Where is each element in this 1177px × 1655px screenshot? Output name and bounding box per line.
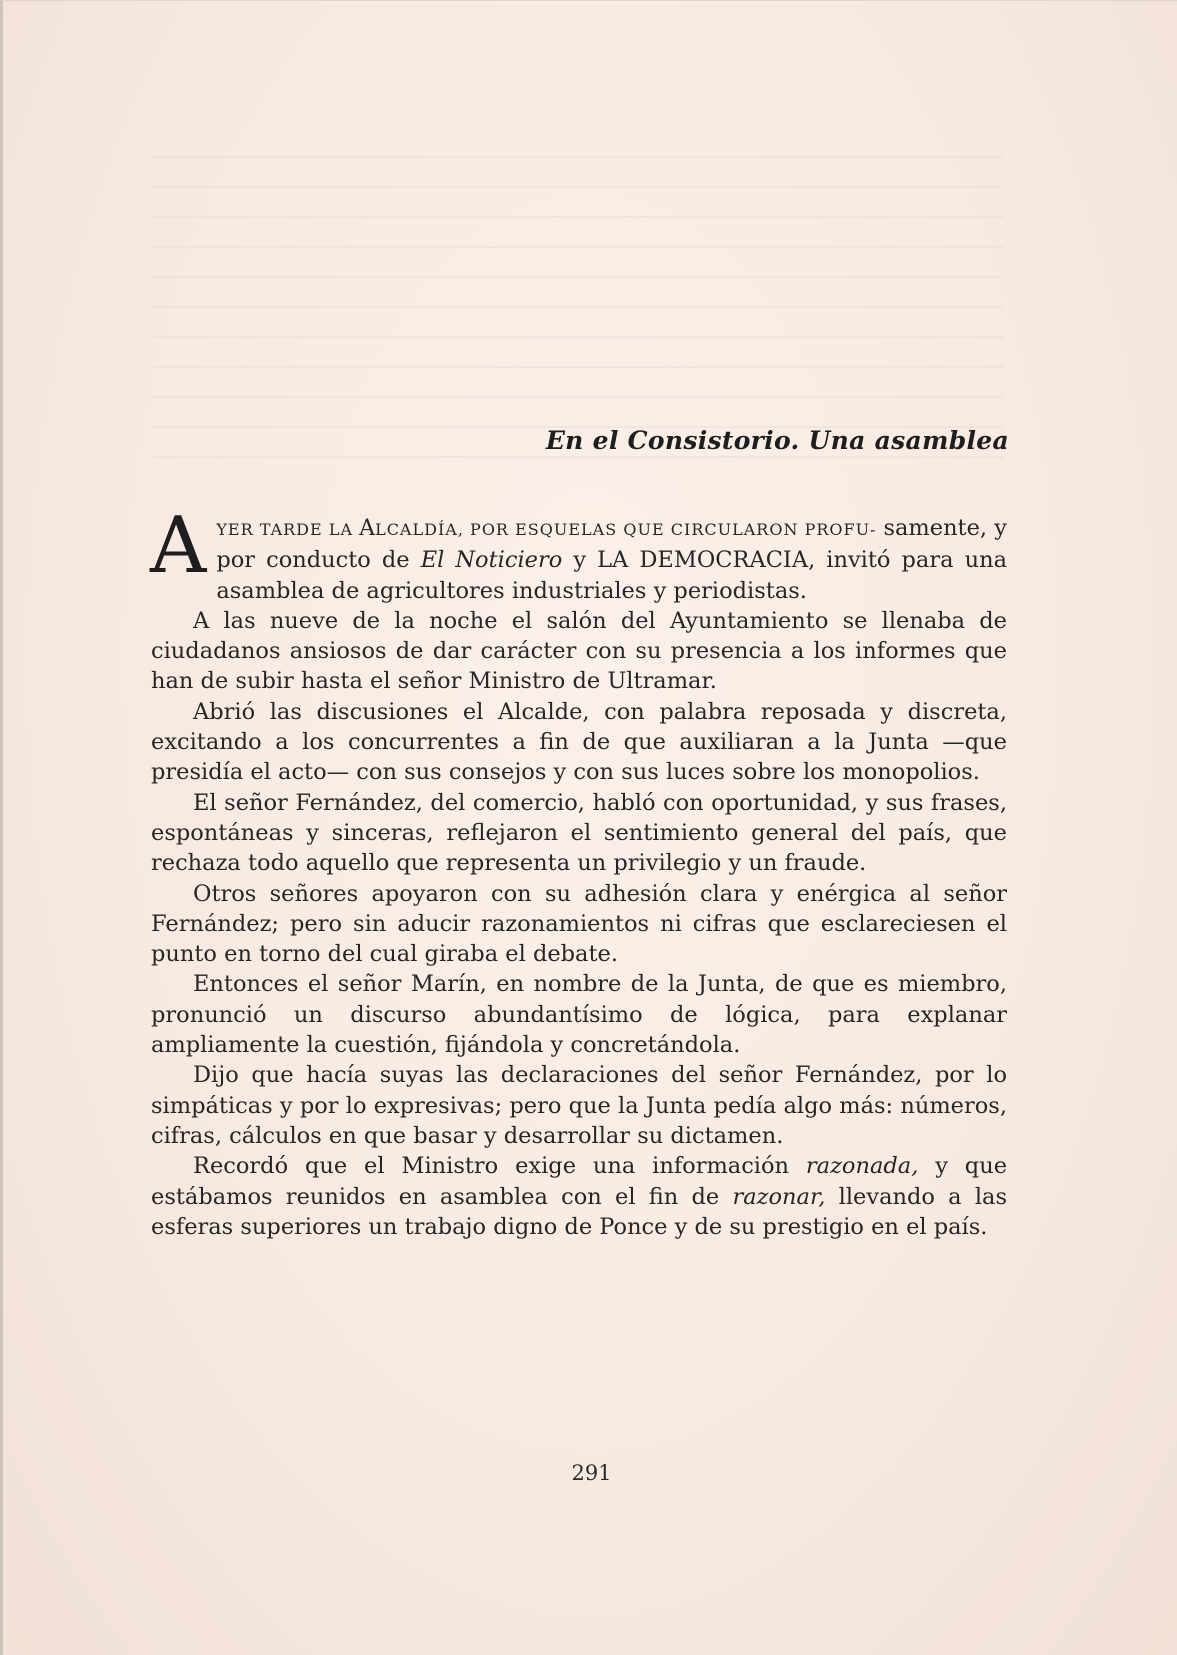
drop-cap: A <box>150 501 207 591</box>
emphasis: razonada, <box>805 1153 919 1180</box>
paragraph-6: Entonces el señor Marín, en nombre de la Junta, de que es miembro, pronunció un discurso abundantísimo de lógica, para explanar ampliamente la cuestión, fijándola y concretándola. <box>151 971 1007 1059</box>
paragraph-text: samente, y por conducto de <box>216 515 1007 574</box>
newspaper-title: El Noticiero <box>420 547 563 574</box>
emphasis: razonar, <box>732 1183 826 1210</box>
paragraph-7: Dijo que hacía suyas las declaraciones del señor Fernández, por lo simpáticas y por lo expresivas; pero que la Junta pedía algo más: números, cifras, cálculos en que basar y desarrollar su dictamen. <box>151 1062 1007 1149</box>
paragraph-1 <box>150 501 1007 606</box>
paragraph-text: y que estábamos reunidos en asamblea con el fin de <box>151 1153 1008 1210</box>
section-heading: En el Consistorio. Una asamblea <box>545 426 1009 455</box>
paragraph-text: y LA DEMOCRACIA, invitó para una asamblea de agricultores industriales y periodistas. <box>216 547 1007 604</box>
small-caps-capital: A <box>359 516 376 541</box>
paragraph-2: A las nueve de la noche el salón del Ayuntamiento se llenaba de ciudadanos ansiosos de dar carácter con su presencia a los informes que han de subir hasta el señor Ministro de Ultramar. <box>151 607 1007 695</box>
small-caps-lead: YER TARDE LA <box>216 520 360 539</box>
paragraph-text: llevando a las esferas superiores un trabajo digno de Ponce y de su prestigio en el país. <box>151 1183 1007 1240</box>
page-number: 291 <box>571 1461 612 1485</box>
body-text <box>150 501 1008 1242</box>
paragraph-4: El señor Fernández, del comercio, habló con oportunidad, y sus frases, espontáneas y sinceras, reflejaron el sentimiento general del país, que rechaza todo aquello que representa un privilegio y un fraude. <box>151 789 1007 877</box>
paragraph-8 <box>151 1151 1007 1242</box>
paragraph-3: Abrió las discusiones el Alcalde, con palabra reposada y discreta, excitando a los concurrentes a fin de que auxiliaran a la Junta —que presidía el acto— con sus consejos y con sus luces sobre los monopolios. <box>151 698 1007 786</box>
paragraph-text: Recordó que el Ministro exige una información <box>193 1153 806 1180</box>
paragraph-5: Otros señores apoyaron con su adhesión clara y enérgica al señor Fernández; pero sin aducir razonamientos ni cifras que esclareciesen el punto en torno del cual giraba el debate. <box>151 880 1007 968</box>
small-caps-rest: LCALDÍA, POR ESQUELAS QUE CIRCULARON PROFU- <box>375 520 877 539</box>
